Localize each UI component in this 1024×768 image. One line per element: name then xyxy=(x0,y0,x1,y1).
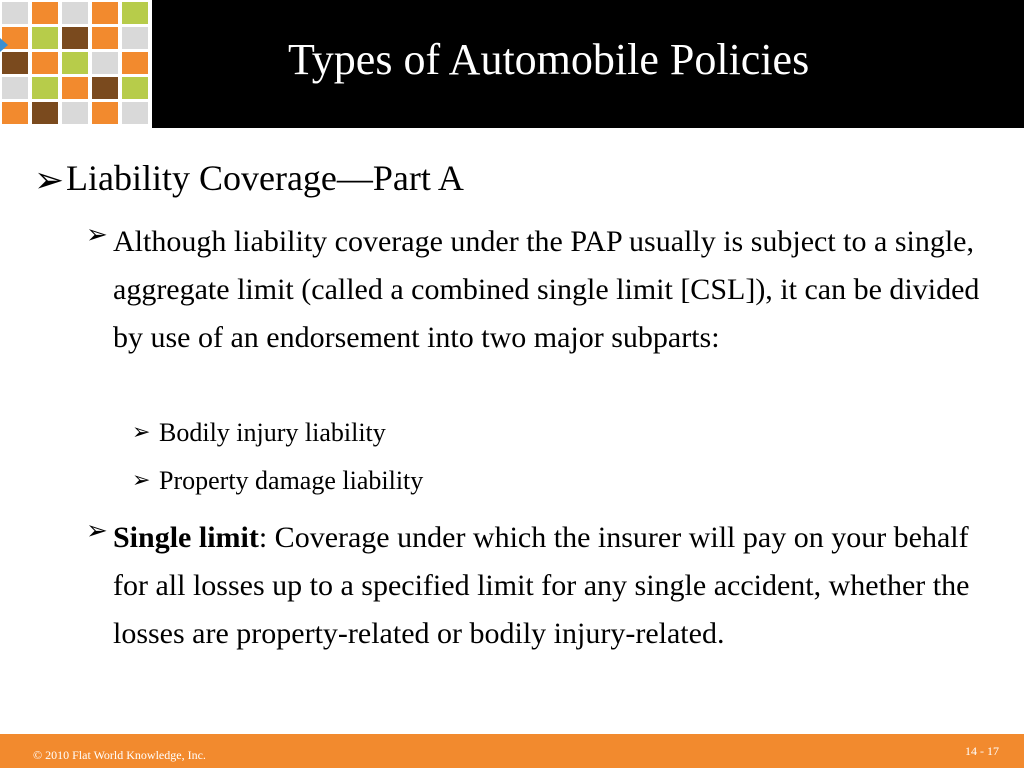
bullet-level2-csl xyxy=(86,218,986,362)
bullet-text: Bodily injury liability xyxy=(159,418,386,447)
arrow-bullet-icon: ➢ xyxy=(132,467,151,492)
mosaic-tile xyxy=(32,27,58,49)
term-single-limit: Single limit xyxy=(113,521,259,554)
bullet-text: Although liability coverage under the PAP usually is subject to a single, aggregate limit (called a combined single limit [CSL]), it can be divided by use of an endorsement into two major subparts: xyxy=(113,225,980,354)
mosaic-tile xyxy=(62,52,88,74)
mosaic-tile xyxy=(2,102,28,124)
arrow-bullet-icon: ➢ xyxy=(86,516,108,545)
publisher-logo-mosaic xyxy=(0,0,152,128)
mosaic-tile xyxy=(2,2,28,24)
mosaic-tile xyxy=(92,102,118,124)
mosaic-tile xyxy=(2,77,28,99)
bullet-text: Property damage liability xyxy=(159,466,424,495)
mosaic-tile xyxy=(2,52,28,74)
bullet-level3-bodily xyxy=(132,418,386,448)
mosaic-tile xyxy=(122,52,148,74)
arrow-bullet-icon: ➢ xyxy=(86,220,108,249)
arrow-bullet-icon: ➢ xyxy=(34,160,65,200)
mosaic-tile xyxy=(122,102,148,124)
page-number: 14 - 17 xyxy=(965,744,999,758)
mosaic-tile xyxy=(62,2,88,24)
mosaic-tile xyxy=(32,102,58,124)
definition-text: : Coverage under which the insurer will pay on your behalf for all losses up to a specified limit for any single accident, whether the losses are property-related or bodily injury-related. xyxy=(113,521,970,650)
mosaic-tile xyxy=(92,52,118,74)
bullet-level2-single-limit xyxy=(86,514,986,658)
bullet-text xyxy=(113,514,986,658)
mosaic-tile xyxy=(122,2,148,24)
mosaic-tile xyxy=(32,77,58,99)
mosaic-tile xyxy=(122,27,148,49)
mosaic-tile xyxy=(32,52,58,74)
mosaic-tile xyxy=(92,77,118,99)
mosaic-tile xyxy=(62,77,88,99)
arrow-bullet-icon: ➢ xyxy=(132,419,151,444)
mosaic-grid-icon xyxy=(0,0,152,128)
slide-header xyxy=(0,0,1024,128)
slide-title: Types of Automobile Policies xyxy=(288,35,810,84)
mosaic-tile xyxy=(32,2,58,24)
mosaic-tile xyxy=(92,2,118,24)
copyright-text: © 2010 Flat World Knowledge, Inc. xyxy=(33,748,206,762)
mosaic-tile xyxy=(62,27,88,49)
bullet-level3-property xyxy=(132,466,423,496)
mosaic-tile xyxy=(92,27,118,49)
slide-footer xyxy=(0,734,1024,768)
mosaic-tile xyxy=(122,77,148,99)
bullet-text: Liability Coverage—Part A xyxy=(66,158,464,198)
mosaic-tile xyxy=(62,102,88,124)
